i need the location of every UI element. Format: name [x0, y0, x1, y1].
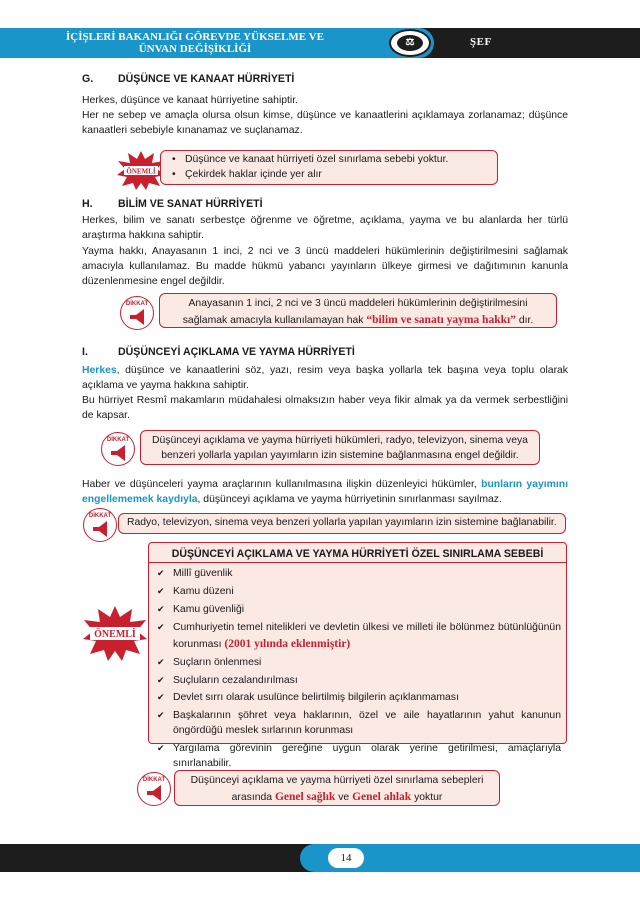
- list-item: ✔ Kamu düzeni: [157, 585, 561, 600]
- note-emphasis: Genel sağlık: [274, 790, 336, 803]
- list-item: ✔ Cumhuriyetin temel nitelikleri ve devletin ülkesi ve milleti ile bölünmez bütünlüğünün korunması (2001 yılında eklenmiştir): [157, 621, 561, 653]
- note-text-end: dır.: [515, 314, 534, 326]
- note-emphasis: “bilim ve sanatı yayma hakkı”: [366, 313, 516, 326]
- note-box-onemli: [160, 150, 498, 185]
- list-item: • Düşünce ve kanaat hürriyeti özel sınırlama sebebi yoktur.: [169, 153, 489, 168]
- badge-text: DİKKAT: [88, 513, 112, 519]
- note-text: Düşünceyi açıklama ve yayma hürriyeti özel sınırlama sebepleri: [190, 775, 484, 786]
- section-letter: H.: [82, 198, 93, 210]
- section-title: DÜŞÜNCEYİ AÇIKLAMA VE YAYMA HÜRRİYETİ: [118, 346, 355, 358]
- dikkat-badge-icon: [137, 772, 171, 806]
- note-emphasis: Genel ahlak: [352, 790, 412, 803]
- paragraph: Yayma hakkı, Anayasanın 1 inci, 2 nci ve 3 üncü maddeleri hükümlerinin değiştirilmesini sağlamak amacıyla kullanılamaz. Bu madde hükmü yabancı yayınların ülkeye girmesi ve dağıtımının kanunla düzenlenmesine engel değildir.: [82, 246, 568, 287]
- list-item: ✔ Devlet sırrı olarak usulünce belirtilmiş bilgilerin açıklanmaması: [157, 691, 561, 706]
- limitation-reasons-box: [148, 542, 567, 769]
- list-item: ✔ Kamu güvenliği: [157, 603, 561, 618]
- header-title-line1: İÇİŞLERİ BAKANLIĞI GÖREVDE YÜKSELME VE: [66, 31, 324, 43]
- note-box-dikkat: [159, 293, 557, 328]
- note-box-dikkat: Düşünceyi açıklama ve yayma hürriyeti hükümleri, radyo, televizyon, sinema veya benzeri yollarla yapılan yayımların izin sistemine bağlanmasına engel değildir.: [140, 430, 540, 465]
- onemli-badge-icon: [82, 605, 148, 661]
- paragraph-text: , düşünce ve kanaatlerini söz, yazı, resim veya başka yollarla tek başına veya toplu olarak açıklama ve yayma hakkına sahiptir.: [82, 365, 568, 391]
- section-title: BİLİM VE SANAT HÜRRİYETİ: [118, 198, 263, 210]
- list-item: • Çekirdek haklar içinde yer alır: [169, 168, 489, 183]
- section-g-heading: [82, 72, 294, 87]
- paragraph-text: Haber ve düşünceleri yayma araçlarının kullanılmasına ilişkin düzenleyici hükümler,: [82, 479, 482, 490]
- badge-text: DİKKAT: [125, 301, 149, 307]
- onemli-badge-icon: [116, 150, 166, 190]
- list-item: ✔ Başkalarının şöhret veya haklarının, özel ve aile hayatlarının yahut kanunun öngördüğü meslek sırlarının korunması: [157, 709, 561, 739]
- note-box-dikkat: Radyo, televizyon, sinema veya benzeri yollarla yapılan yayımların izin sistemine bağlanabilir.: [118, 513, 566, 534]
- list-item: ✔ Yargılama görevinin gereğine uygun olarak yerine getirilmesi, amaçlarıyla sınırlanabilir.: [157, 742, 561, 772]
- section-i-heading: [82, 345, 355, 360]
- header-title: [0, 31, 390, 55]
- list-item: ✔ Suçluların cezalandırılması: [157, 674, 561, 689]
- paragraph-text-end: , düşünceyi açıklama ve yayma hürriyetinin sınırlanması sayılmaz.: [197, 493, 502, 505]
- badge-text: ÖNEMLİ: [126, 167, 156, 176]
- paragraph: [82, 364, 568, 394]
- header-title-line2: ÜNVAN DEĞİŞİKLİĞİ: [138, 43, 252, 55]
- paragraph: Her ne sebep ve amaçla olursa olsun kimse, düşünce ve kanaatlerini açıklamaya zorlanamaz; düşünce kanaatleri sebebiyle kınanamaz ve suçlanamaz.: [82, 110, 568, 136]
- note-box-dikkat: [174, 770, 500, 806]
- list-item: ✔ Millî güvenlik: [157, 567, 561, 582]
- section-title: DÜŞÜNCE VE KANAAT HÜRRİYETİ: [118, 73, 295, 85]
- dikkat-badge-icon: [83, 508, 117, 542]
- box-title: DÜŞÜNCEYİ AÇIKLAMA VE YAYMA HÜRRİYETİ ÖZEL SINIRLAMA SEBEBİ: [171, 548, 544, 560]
- paragraph: Herkes, bilim ve sanatı serbestçe öğrenme ve öğretme, açıklama, yayma ve bu alanlarda her türlü araştırma hakkına sahiptir.: [82, 215, 568, 241]
- note-text: Anayasanın 1 inci, 2 nci ve 3 üncü maddeleri hükümlerinin değiştirilmesini sağlamak amacıyla kullanılamayan hak: [182, 298, 528, 326]
- divider: [149, 562, 566, 563]
- paragraph-emphasis: Herkes: [82, 365, 117, 376]
- badge-text: ÖNEMLİ: [94, 629, 136, 640]
- paragraph: Herkes, düşünce ve kanaat hürriyetine sahiptir.: [82, 95, 299, 106]
- paragraph: [82, 478, 568, 508]
- paragraph: Bu hürriyet Resmî makamların müdahalesi olmaksızın haber veya fikir almak ya da vermek serbestliğini de kapsar.: [82, 395, 568, 421]
- badge-text: DİKKAT: [142, 777, 166, 783]
- paragraph-emphasis: bunların yayımını engellememek kaydıyla: [82, 479, 568, 505]
- section-letter: I.: [82, 346, 88, 358]
- list-item: ✔ Suçların önlenmesi: [157, 656, 561, 671]
- page-number: 14: [328, 848, 364, 868]
- section-h-heading: [82, 197, 263, 212]
- header-right-label: ŞEF: [470, 36, 492, 48]
- dikkat-badge-icon: [120, 296, 154, 330]
- reasons-list: [157, 567, 561, 775]
- dikkat-badge-icon: [101, 432, 135, 466]
- badge-text: DİKKAT: [106, 437, 130, 443]
- section-letter: G.: [82, 73, 94, 85]
- scales-logo-icon: ⚖: [389, 29, 431, 57]
- note-text-line2: arasında Genel sağlık ve Genel ahlak yoktur: [231, 790, 443, 803]
